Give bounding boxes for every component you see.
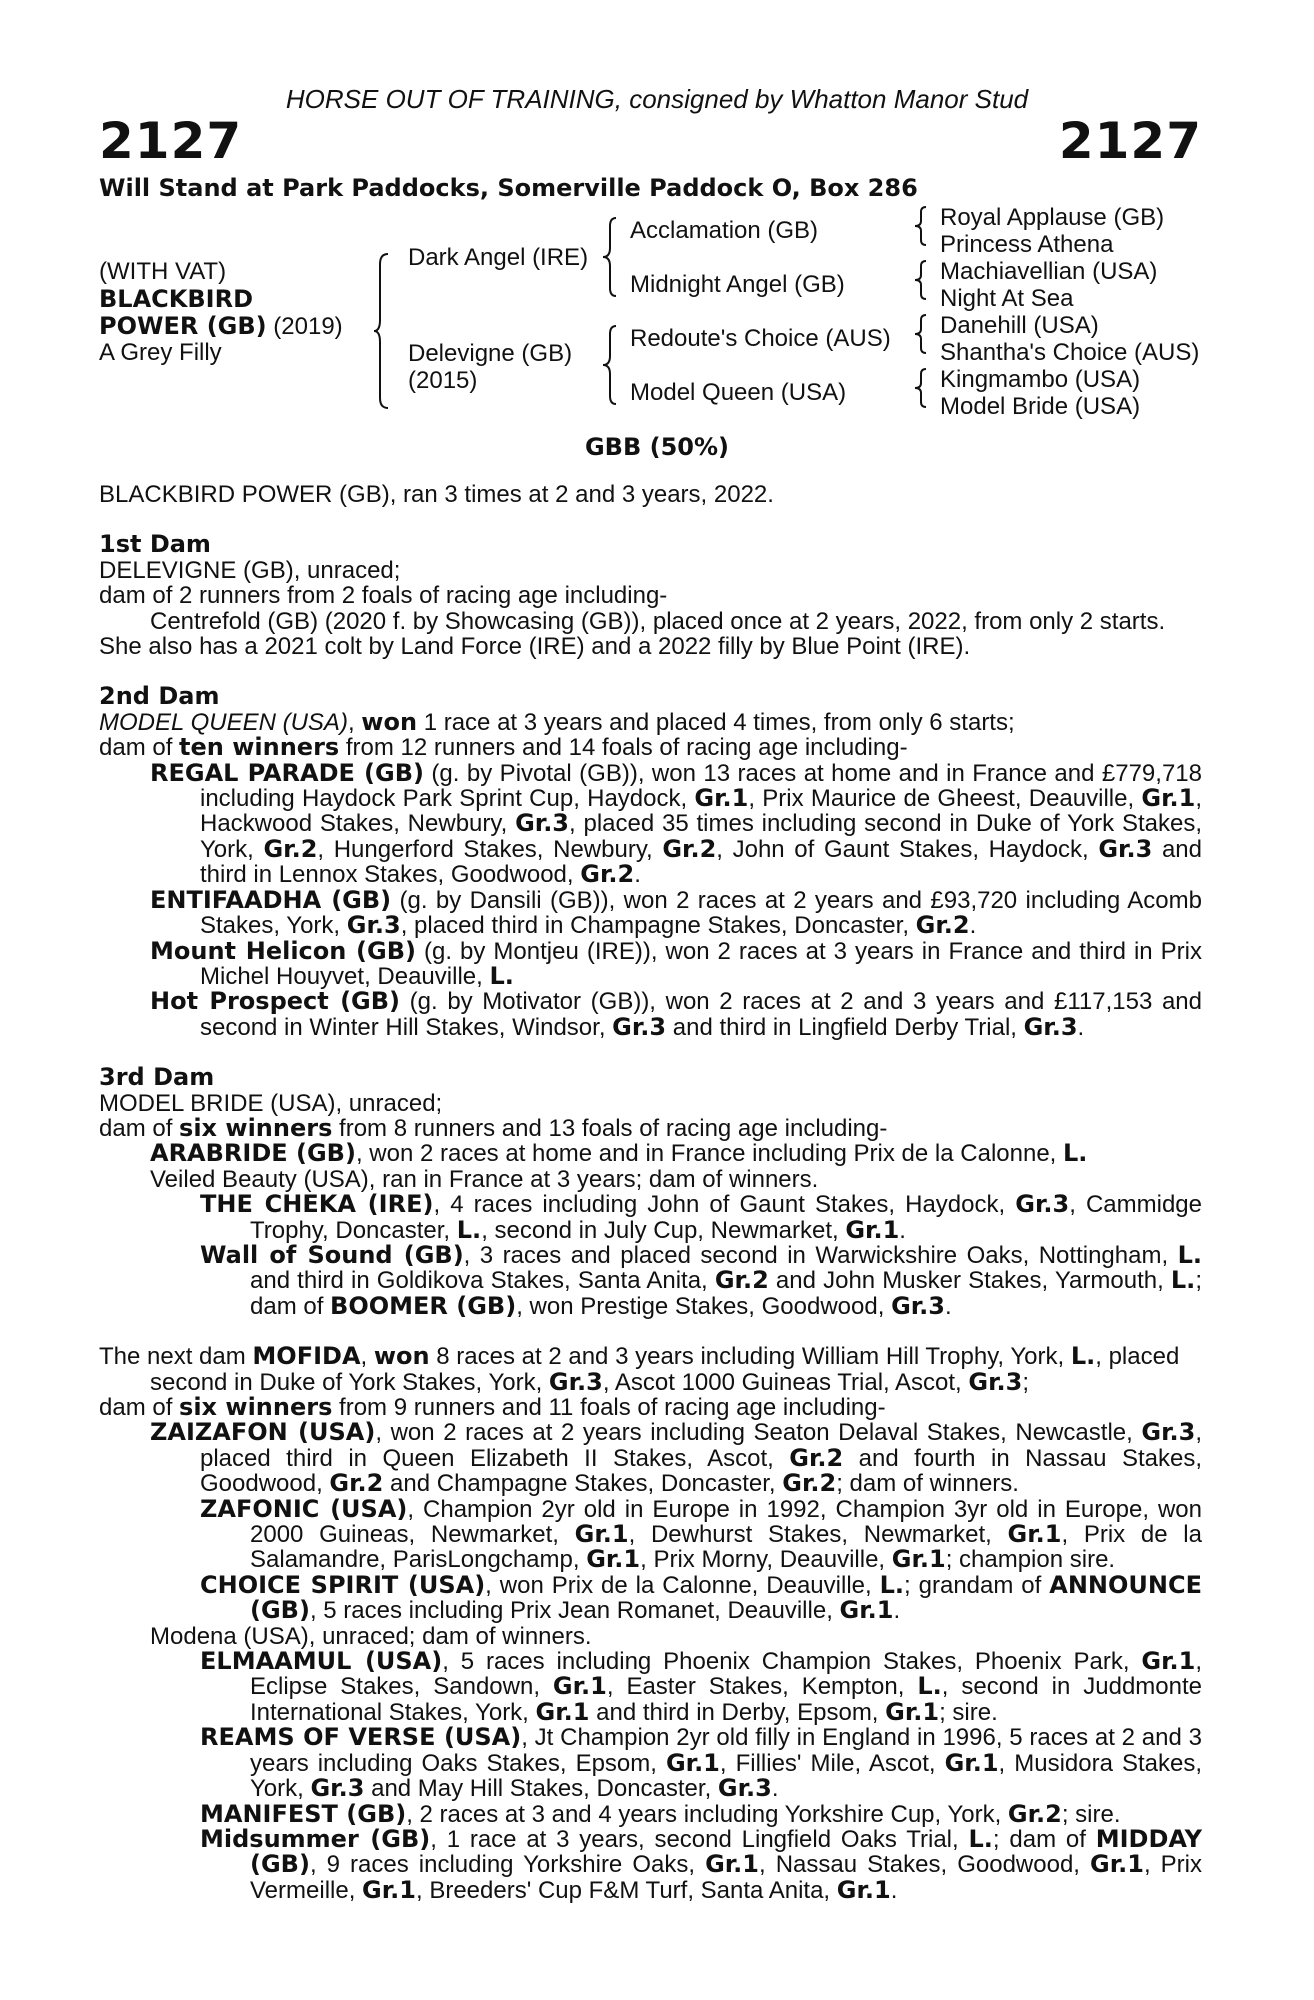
third-dam-produce: dam of six winners from 8 runners and 13 foals of racing age including- — [99, 1113, 888, 1142]
entry-choice-spirit: CHOICE SPIRIT (USA), won Prix de la Calonne, Deauville, L.; grandam of ANNOUNCE (GB), 5 races including Prix Jean Romanet, Deauville, Gr.1. — [200, 1570, 1202, 1625]
sire-name: Dark Angel (IRE) — [408, 244, 589, 271]
second-dam-name: MODEL QUEEN (USA) — [99, 708, 348, 736]
gen3-sss: Royal Applause (GB) — [940, 204, 1165, 231]
intro-line: BLACKBIRD POWER (GB), ran 3 times at 2 and 3 years, 2022. — [99, 481, 774, 508]
first-dam-line: DELEVIGNE (GB), unraced; — [99, 556, 401, 584]
entry-manifest: MANIFEST (GB), 2 races at 3 and 4 years including Yorkshire Cup, York, Gr.2; sire. — [200, 1799, 1121, 1828]
third-dam-line: MODEL BRIDE (USA), unraced; — [99, 1089, 443, 1117]
gen3-dsd: Shantha's Choice (AUS) — [940, 339, 1200, 366]
brace-dam — [600, 324, 620, 406]
brace-dd — [912, 367, 930, 409]
entry-midsummer: Midsummer (GB), 1 race at 3 years, second Lingfield Oaks Trial, L.; dam of MIDDAY (GB), 9 races including Yorkshire Oaks, Gr.1, Nassau Stakes, Goodwood, Gr.1, Prix Vermeille, Gr.1, Breeders' Cup F&M Turf, Santa Anita, Gr.1. — [200, 1824, 1203, 1904]
entry-reams-of-verse: REAMS OF VERSE (USA), Jt Champion 2yr old filly in England in 1996, 5 races at 2 and 3 years including Oaks Stakes, Epsom, Gr.1, Fillies' Mile, Ascot, Gr.1, Musidora Stakes, York, Gr.3 and May Hill Stakes, Doncaster, Gr.3. — [200, 1723, 1203, 1803]
brace-ss — [912, 205, 930, 247]
entry-modena: Modena (USA), unraced; dam of winners. — [150, 1622, 592, 1650]
horse-year: (2019) — [266, 313, 343, 340]
gen3-dds: Kingmambo (USA) — [940, 366, 1141, 393]
dam-name: Delevigne (GB) — [408, 340, 573, 367]
entry-zaizafon: ZAIZAFON (USA), won 2 races at 2 years including Seaton Delaval Stakes, Newcastle, Gr.3, placed third in Queen Elizabeth II Stakes, Ascot, Gr.2 and fourth in Nassau Stakes, Goodwood, Gr.2 and Champagne Stakes, Doncaster, Gr.2; dam of winners. — [150, 1418, 1202, 1498]
first-dam-heading: 1st Dam — [99, 530, 211, 559]
gen3-sdd: Night At Sea — [940, 285, 1074, 312]
sire-sire: Acclamation (GB) — [630, 217, 819, 244]
entry-veiled-beauty: Veiled Beauty (USA), ran in France at 3 years; dam of winners. — [150, 1165, 819, 1193]
catalogue-body — [99, 482, 1202, 1903]
first-dam-produce: dam of 2 runners from 2 foals of racing age including- — [99, 582, 668, 610]
entry-arabride: ARABRIDE (GB), won 2 races at home and in France including Prix de la Calonne, L. — [150, 1139, 1088, 1168]
horse-name-line2-row — [99, 312, 343, 341]
gen3-ddd: Model Bride (USA) — [940, 393, 1141, 420]
entry-elmaamul: ELMAAMUL (USA), 5 races including Phoenix Champion Stakes, Phoenix Park, Gr.1, Eclipse Stakes, Sandown, Gr.1, Easter Stakes, Kempton, L., second in Juddmonte International Stakes, York, Gr.1 and third in Derby, Epsom, Gr.1; sire. — [200, 1647, 1203, 1726]
lot-number-left: 2127 — [99, 112, 243, 170]
dam-dam: Model Queen (USA) — [630, 379, 847, 406]
entry-hot-prospect: Hot Prospect (GB) (g. by Motivator (GB)), won 2 races at 2 and 3 years and £117,153 and second in Winter Hill Stakes, Windsor, Gr.3 and third in Lingfield Derby Trial, Gr.3. — [150, 987, 1202, 1041]
dam-sire: Redoute's Choice (AUS) — [630, 325, 891, 352]
first-dam-foal: Centrefold (GB) (2020 f. by Showcasing (GB)), placed once at 2 years, 2022, from only 2 starts. — [150, 607, 1166, 635]
brace-ds — [912, 313, 930, 355]
horse-name-line1: BLACKBIRD — [99, 285, 253, 313]
lot-number-right: 2127 — [1058, 112, 1202, 170]
horse-description: A Grey Filly — [99, 339, 222, 366]
third-dam-heading: 3rd Dam — [99, 1063, 215, 1092]
entry-mount-helicon: Mount Helicon (GB) (g. by Montjeu (IRE)), won 2 races at 3 years in France and third in Prix Michel Houyvet, Deauville, L. — [150, 936, 1203, 990]
entry-zafonic: ZAFONIC (USA), Champion 2yr old in Europe in 1992, Champion 3yr old in Europe, won 2000 Guineas, Newmarket, Gr.1, Dewhurst Stakes, Newmarket, Gr.1, Prix de la Salamandre, ParisLongchamp, Gr.1, Prix Morny, Deauville, Gr.1; champion sire. — [200, 1494, 1203, 1574]
first-dam-note: She also has a 2021 colt by Land Force (IRE) and a 2022 filly by Blue Point (IRE). — [99, 633, 971, 661]
brace-sire — [600, 216, 620, 298]
entry-entifaadha: ENTIFAADHA (GB) (g. by Dansili (GB)), won 2 races at 2 years and £93,720 including Acomb Stakes, York, Gr.3, placed third in Champagne Stakes, Doncaster, Gr.2. — [150, 885, 1202, 940]
entry-wall-of-sound: Wall of Sound (GB), 3 races and placed second in Warwickshire Oaks, Nottingham, L. and third in Goldikova Stakes, Santa Anita, Gr.2 and John Musker Stakes, Yarmouth, L.; dam of BOOMER (GB), won Prestige Stakes, Goodwood, Gr.3. — [200, 1240, 1202, 1320]
gen3-sds: Machiavellian (USA) — [940, 258, 1158, 285]
entry-the-cheka: THE CHEKA (IRE), 4 races including John of Gaunt Stakes, Haydock, Gr.3, Cammidge Trophy, Doncaster, L., second in July Cup, Newmarket, Gr.1. — [200, 1190, 1203, 1244]
sire-dam: Midnight Angel (GB) — [630, 271, 845, 298]
dam-year: (2015) — [408, 367, 478, 394]
second-dam-produce: dam of ten winners from 12 runners and 14 foals of racing age including- — [99, 733, 908, 762]
gbb-percentage: GBB (50%) — [584, 433, 730, 461]
entry-regal-parade: REGAL PARADE (GB) (g. by Pivotal (GB)), won 13 races at home and in France and £779,718 including Haydock Park Sprint Cup, Haydock, Gr.1, Prix Maurice de Gheest, Deauville, Gr.1, Hackwood Stakes, Newbury, Gr.3, placed 35 times including second in Duke of York Stakes, York, Gr.2, Hungerford Stakes, Newbury, Gr.2, John of Gaunt Stakes, Haydock, Gr.3 and third in Lennox Stakes, Goodwood, Gr.2. — [150, 758, 1203, 889]
vat-note: (WITH VAT) — [99, 258, 227, 285]
brace-horse — [372, 252, 392, 410]
next-dam-line: The next dam MOFIDA, won 8 races at 2 and 3 years including William Hill Trophy, York, L., placed second in Duke of York Stakes, York, Gr.3, Ascot 1000 Guineas Trial, Ascot, Gr.3; — [99, 1342, 1180, 1396]
gen3-dss: Danehill (USA) — [940, 312, 1099, 339]
second-dam-heading: 2nd Dam — [99, 682, 220, 711]
second-dam-line: MODEL QUEEN (USA), won 1 race at 3 years and placed 4 times, from only 6 starts; — [99, 707, 1015, 736]
gen3-ssd: Princess Athena — [940, 231, 1114, 258]
next-dam-produce: dam of six winners from 9 runners and 11 foals of racing age including- — [99, 1393, 886, 1421]
consignor-line: HORSE OUT OF TRAINING, consigned by Whatton Manor Stud — [285, 84, 1029, 114]
brace-sd — [912, 259, 930, 301]
stand-location: Will Stand at Park Paddocks, Somerville Paddock O, Box 286 — [99, 174, 918, 202]
horse-name-line2: POWER (GB) — [99, 312, 267, 340]
